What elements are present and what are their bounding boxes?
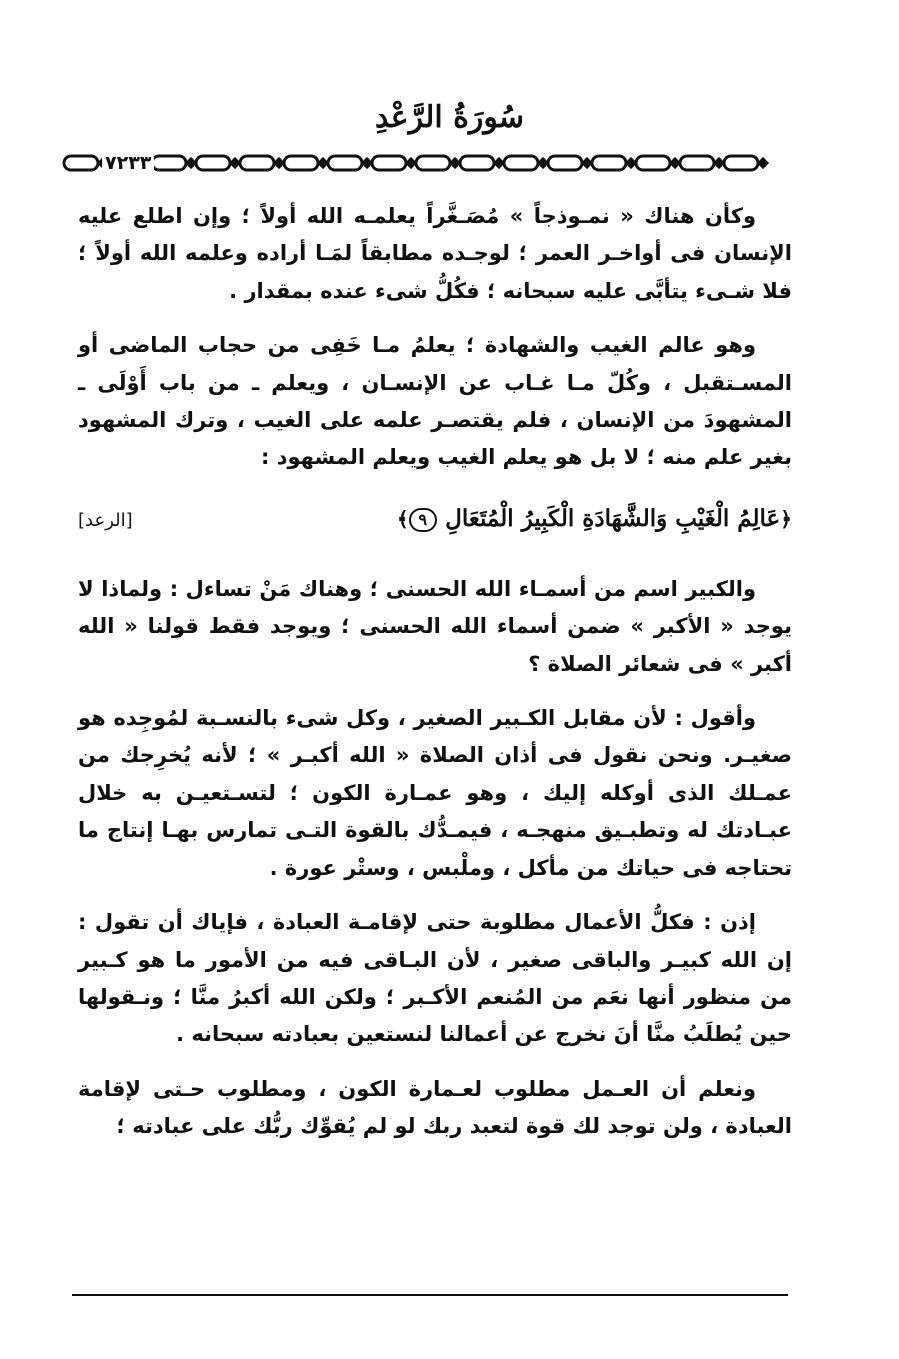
paragraph: إذن : فكلُّ الأعمال مطلوبة حتى لإقامـة العبادة ، فإياك أن تقول : إن الله كبيـر والباقى صغير ، لأن البـاقى فيه من الأمور ما هو كـبير من منظور أنها نعَم من المُنعم الأكـبر ؛ ولكن الله أكبرُ منَّا ؛ ونـقولها حين يُطلَبُ منَّا أنَ نخرج عن أعمالنا لنستعين بعبادته سبحانه . (78, 910, 792, 1047)
paragraph: وأقول : لأن مقابل الكـبير الصغير ، وكل شىء بالنسـبة لمُوجِده هو صغيـر. ونحن نقول فى أذان الصلاة « الله أكبـر » ؛ لأنه يُخرِجك من عمـلك الذى أوكله إليك ، وهو عمـارة الكون ؛ لتسـتعيـن به خلال عبـادتك له وتطبـيق منهجـه ، فيمـدُّك بالقوة التـى تمارس بهـا إنتاج ما تحتاجه فى حياتك من مأكل ، وملْبس ، وستْر عورة . (78, 706, 792, 880)
chain-link (240, 156, 274, 170)
verse-number: ٩ (409, 508, 438, 532)
chain-link (64, 156, 98, 170)
chain-link (636, 156, 670, 170)
chain-diamond (495, 159, 503, 167)
chain-diamond (231, 159, 239, 167)
paragraph: ونعلم أن العـمل مطلوب لعـمارة الكون ، ومطلوب حـتى لإقامة العبادة ، ولن توجد لك قوة لتعبد ربك لو لم يُقوِّك ربُّك على عبادته ؛ (78, 1076, 792, 1139)
chain-link (328, 156, 362, 170)
chain-link (592, 156, 626, 170)
chain-diamond (407, 159, 415, 167)
paragraph: وهو عالم الغيب والشهادة ؛ يعلمُ مـا خَفِى من حجاب الماضى أو المسـتقبل ، وكُلّ مـا غـاب عن الإنسـان ، ويعلم ـ من باب أَوْلَى ـ المشهودَ من الإنسان ، فلم يقتصـر علمه على الغيب ، وترك المشهود بغير علم منه ؛ لا بل هو يعلم الغيب ويعلم المشهود : (78, 333, 792, 470)
chain-link (680, 156, 714, 170)
verse-open-bracket: ﴿ (780, 506, 792, 531)
chain-diamond (759, 159, 767, 167)
chain-diamond (451, 159, 459, 167)
chain-link (724, 156, 758, 170)
chain-link (416, 156, 450, 170)
chain-diamond (187, 159, 195, 167)
chain-link (460, 156, 494, 170)
chain-diamond (539, 159, 547, 167)
chain-diamond (715, 159, 723, 167)
chain-link (548, 156, 582, 170)
verse-text-line (78, 500, 792, 538)
chain-link (152, 156, 186, 170)
page-number: ٧٢٣٣ (102, 150, 154, 176)
chain-diamond (671, 159, 679, 167)
chain-ornament (60, 150, 810, 176)
surah-title: سُورَةُ الرَّعْدِ (375, 100, 524, 135)
chain-diamond (583, 159, 591, 167)
footer-rule (72, 1294, 788, 1296)
body-text (78, 198, 792, 1163)
chain-link (196, 156, 230, 170)
chain-diamond (627, 159, 635, 167)
chain-diamond (363, 159, 371, 167)
paragraph: وكأن هناك « نمـوذجاً » مُصَـغَّراً يعلمـه الله أولاً ؛ وإن اطلع عليه الإنسان فى أواخـر العمر ؛ لوجـده مطابقاً لمَـا أراده وعلمه الله أولاً ؛ فلا شـىء يتأبَّى عليه سبحانه ؛ فكُلُّ شىء عنده بمقدار . (78, 204, 792, 303)
chain-link (372, 156, 406, 170)
chain-link (284, 156, 318, 170)
chain-diamond (319, 159, 327, 167)
header-border (60, 150, 810, 176)
chain-link (504, 156, 538, 170)
chain-diamond (275, 159, 283, 167)
paragraph: والكبير اسم من أسمـاء الله الحسنى ؛ وهناك مَنْ تساءل : ولماذا لا يوجد « الأكبر » ضمن أسماء الله الحسنى ؛ ويوجد فقط قولنا « الله أكبر » فى شعائر الصلاة ؟ (78, 576, 792, 676)
quran-verse (78, 494, 792, 554)
verse-reference: [الرعد] (78, 509, 133, 531)
verse-text: عَالِمُ الْغَيْبِ وَالشَّهَادَةِ الْكَبِيرُ الْمُتَعَالِ (445, 504, 781, 532)
verse-close-bracket: ﴾ (396, 506, 409, 531)
